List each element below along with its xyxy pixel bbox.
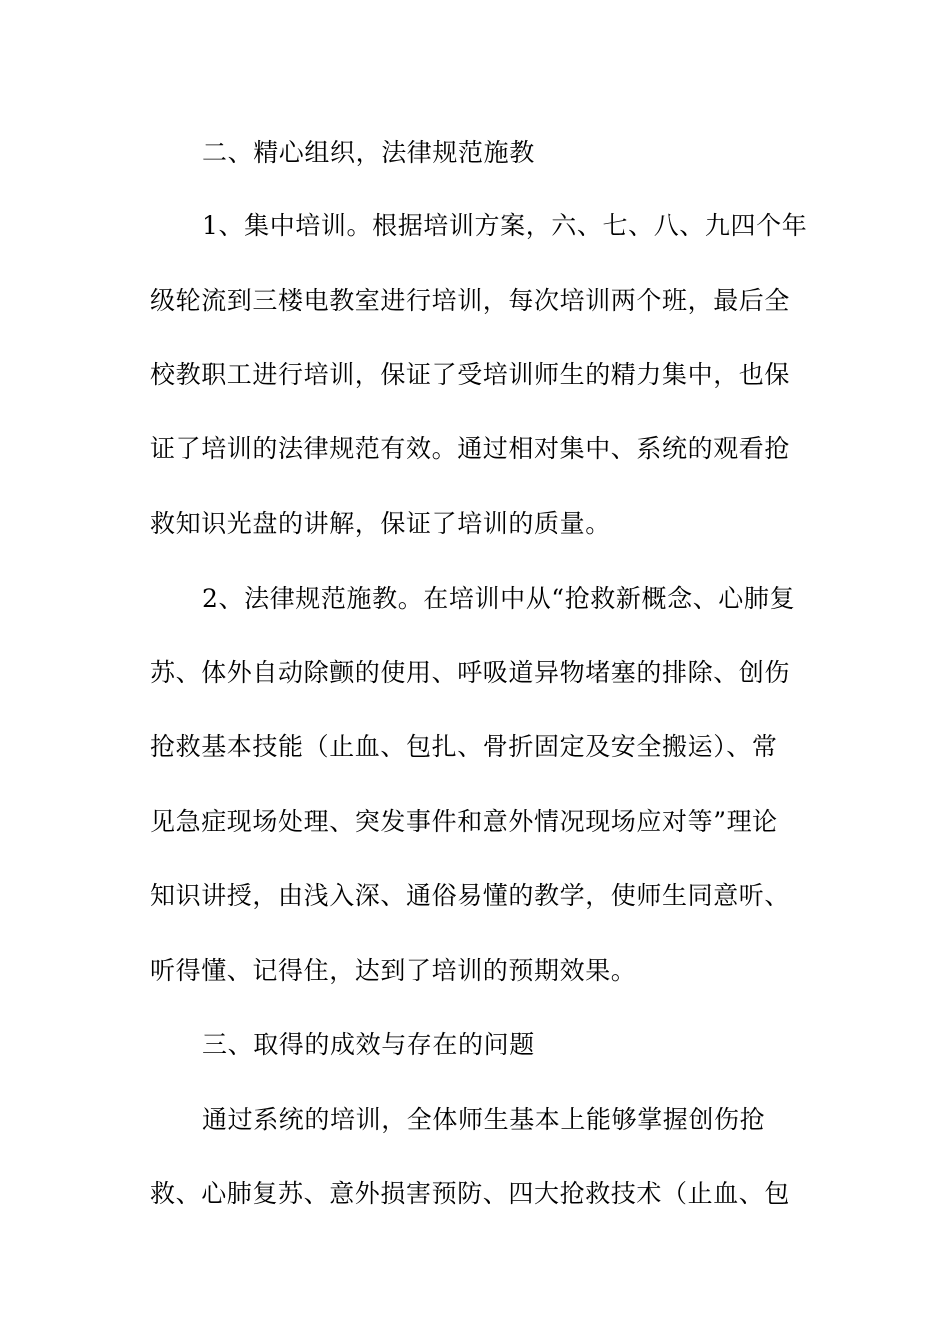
- paragraph-line: 1、集中培训。根据培训方案，六、七、八、九四个年: [202, 211, 808, 240]
- paragraph-line: 救、心肺复苏、意外损害预防、四大抢救技术（止血、包: [150, 1179, 791, 1208]
- paragraph-line: 苏、体外自动除颤的使用、呼吸道异物堵塞的排除、创伤: [150, 658, 791, 687]
- paragraph-line: 通过系统的培训，全体师生基本上能够掌握创伤抢: [202, 1105, 766, 1134]
- paragraph-line: 2、法律规范施教。在培训中从“抢救新概念、心肺复: [202, 584, 796, 613]
- section-heading-2: 二、精心组织，法律规范施教: [202, 138, 535, 167]
- paragraph-line: 见急症现场处理、突发事件和意外情况现场应对等”理论: [150, 807, 778, 836]
- paragraph-line: 救知识光盘的讲解，保证了培训的质量。: [150, 509, 611, 538]
- paragraph-line: 证了培训的法律规范有效。通过相对集中、系统的观看抢: [150, 434, 791, 463]
- paragraph-line: 校教职工进行培训，保证了受培训师生的精力集中，也保: [150, 360, 791, 389]
- section-heading-3: 三、取得的成效与存在的问题: [202, 1030, 535, 1059]
- paragraph-line: 知识讲授，由浅入深、通俗易懂的教学，使师生同意听、: [150, 881, 791, 910]
- paragraph-line: 听得懂、记得住，达到了培训的预期效果。: [150, 956, 637, 985]
- paragraph-line: 级轮流到三楼电教室进行培训，每次培训两个班，最后全: [150, 286, 791, 315]
- paragraph-line: 抢救基本技能（止血、包扎、骨折固定及安全搬运）、常: [150, 732, 778, 761]
